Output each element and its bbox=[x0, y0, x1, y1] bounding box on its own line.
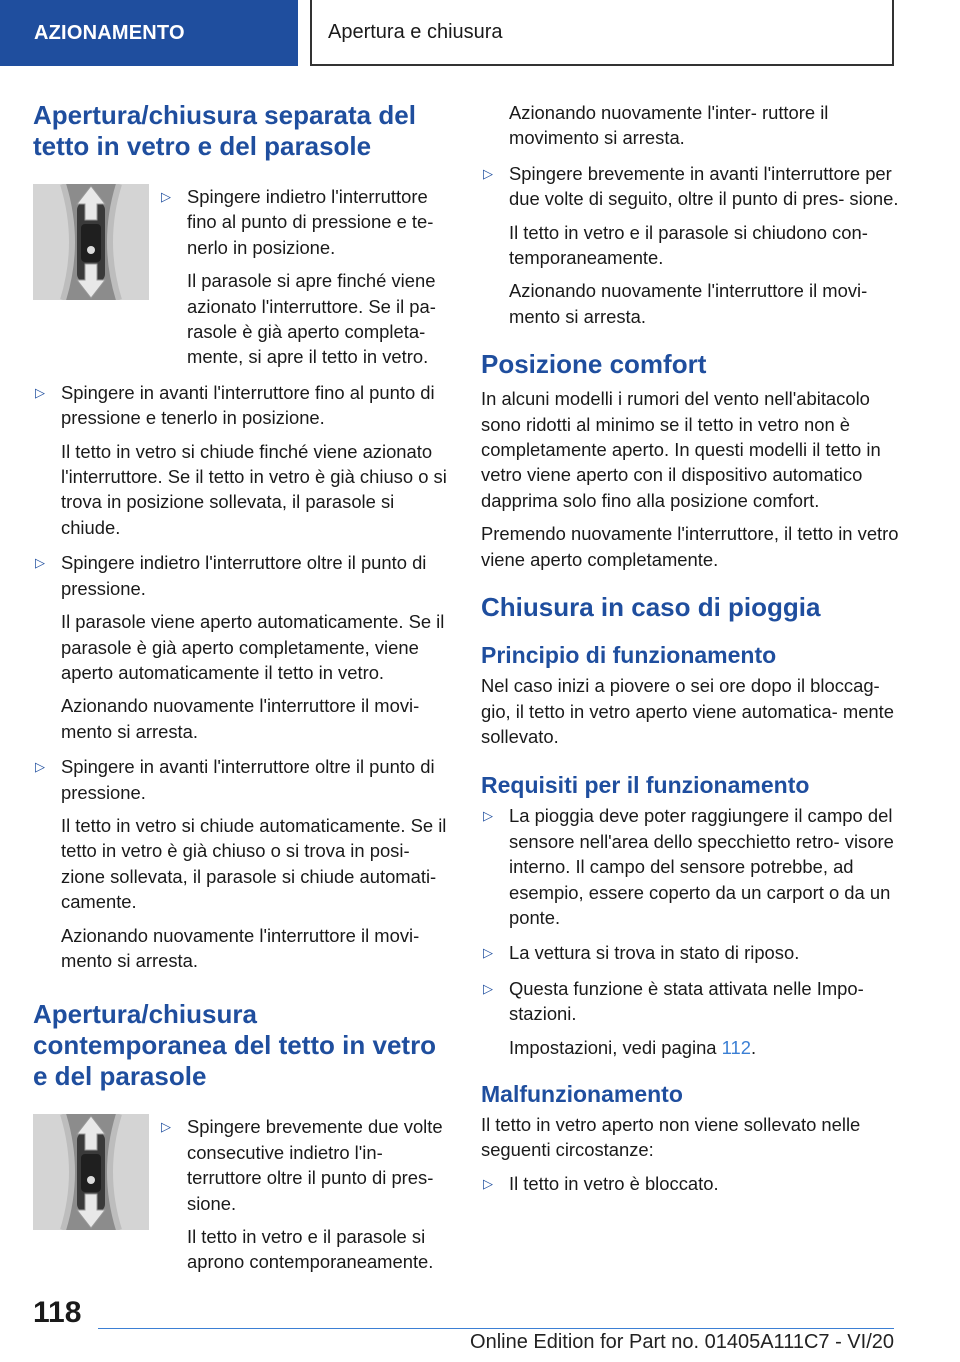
header-chapter-tab bbox=[310, 0, 894, 66]
triangle-bullet-icon: ▷ bbox=[483, 1175, 493, 1191]
page-number: 118 bbox=[33, 1296, 82, 1329]
section-title-comfort: Posizione comfort bbox=[481, 349, 707, 380]
paragraph: Nel caso inizi a piovere o sei ore dopo il bloccag‐ gio, il tetto in vetro aperto viene automatica‐ mente sollevato. bbox=[481, 675, 894, 747]
section-title-simultaneous: Apertura/chiusura contemporanea del tetto in vetro e del parasole bbox=[33, 999, 437, 1092]
list-item-detail: Il tetto in vetro e il parasole si chiudono con‐ temporaneamente. bbox=[509, 221, 868, 269]
list-item: ▷ Il tetto in vetro è bloccato. bbox=[481, 1171, 901, 1196]
list-item: ▷ Spingere brevemente in avanti l'interruttore per due volte di seguito, oltre il punto di pres‐ sione. bbox=[483, 162, 899, 210]
page-link[interactable]: 112 bbox=[721, 1036, 751, 1058]
triangle-bullet-icon: ▷ bbox=[483, 980, 493, 996]
triangle-bullet-icon: ▷ bbox=[483, 808, 493, 824]
list-item-detail: Azionando nuovamente l'interruttore il movi‐ mento si arresta. bbox=[61, 695, 420, 742]
subsection-title-malfunction: Malfunzionamento bbox=[481, 1080, 683, 1107]
switch-illustration bbox=[33, 184, 149, 300]
list-item: ▷ Spingere in avanti l'interruttore oltre il punto di pressione. bbox=[35, 756, 435, 803]
triangle-bullet-icon: ▷ bbox=[161, 189, 171, 204]
triangle-bullet-icon: ▷ bbox=[35, 555, 45, 571]
page-reference: Impostazioni, vedi pagina 112. bbox=[509, 1036, 757, 1058]
footer-edition: Online Edition for Part no. 01405A111C7 - VI/20 bbox=[470, 1331, 894, 1353]
list-item-detail: Il parasole viene aperto automaticamente. Se il parasole è già aperto completamente, viene aperto automaticamente il tetto in vetro. bbox=[61, 611, 445, 683]
list-item-detail: Azionando nuovamente l'inter‐ ruttore il movimento si arresta. bbox=[509, 102, 829, 149]
list-item-detail: Il tetto in vetro e il parasole si aprono contemporaneamente. bbox=[187, 1226, 434, 1273]
triangle-bullet-icon: ▷ bbox=[35, 384, 45, 400]
list-item-detail: Azionando nuovamente l'interruttore il movi‐ mento si arresta. bbox=[509, 280, 868, 327]
figure-row-simultaneous bbox=[33, 1114, 450, 1274]
switch-illustration bbox=[33, 1114, 149, 1230]
section-title-rain: Chiusura in caso di pioggia bbox=[481, 592, 821, 623]
paragraph: Premendo nuovamente l'interruttore, il tetto in vetro viene aperto completamente. bbox=[481, 523, 899, 570]
header-section-tab bbox=[0, 0, 298, 66]
subsection-title-principle: Principio di funzionamento bbox=[481, 642, 777, 669]
list-item: ▷ Questa funzione è stata attivata nelle Impo‐ stazioni. bbox=[483, 977, 864, 1025]
triangle-bullet-icon: ▷ bbox=[483, 945, 493, 961]
triangle-bullet-icon: ▷ bbox=[35, 759, 45, 775]
header-section-label: AZIONAMENTO bbox=[34, 21, 185, 44]
list-item: ▷ Spingere brevemente due volte consecutive indietro l'in‐ terruttore oltre il punto di pres‐ sione. bbox=[161, 1116, 443, 1214]
list-item: ▷ Spingere in avanti l'interruttore fino al punto di pressione e tenerlo in posizione. bbox=[35, 381, 435, 429]
footer-divider bbox=[98, 1328, 894, 1329]
list-item-detail: Azionando nuovamente l'interruttore il movi‐ mento si arresta. bbox=[61, 924, 420, 971]
header-chapter-label: Apertura e chiusura bbox=[328, 20, 503, 43]
triangle-bullet-icon: ▷ bbox=[161, 1119, 171, 1135]
paragraph: Il tetto in vetro aperto non viene sollevato nelle seguenti circostanze: bbox=[481, 1113, 861, 1161]
list-item-detail: Il tetto in vetro si chiude finché viene azionato l'interruttore. Se il tetto in vetro è già chiuso o si trova in posizione sollevata, il parasole si chiude. bbox=[61, 440, 447, 538]
left-column bbox=[33, 100, 450, 1275]
paragraph: In alcuni modelli i rumori del vento nell'abitacolo sono ridotti al minimo se il tetto in vetro non è completamente aperto. In questi modelli il tetto in vetro viene aperto con il dispositivo automatico dapprima solo fino alla posizione comfort. bbox=[481, 388, 881, 511]
triangle-bullet-icon: ▷ bbox=[483, 165, 493, 181]
subsection-title-requirements: Requisiti per il funzionamento bbox=[481, 772, 810, 799]
list-item-detail: Il parasole si apre finché viene azionato l'interruttore. Se il pa‐ rasole è già aperto completa‐ mente, si apre il tetto in vetro. bbox=[187, 270, 436, 368]
right-column bbox=[481, 100, 901, 1196]
list-item: ▷ Spingere indietro l'interruttore oltre il punto di pressione. bbox=[35, 552, 427, 599]
section-title-separate: Apertura/chiusura separata del tetto in vetro e del parasole bbox=[33, 100, 416, 161]
list-item: ▷ Spingere indietro l'interruttore fino al punto di pressione e te‐ nerlo in posizione. bbox=[161, 186, 434, 258]
list-item: ▷ La vettura si trova in stato di riposo. bbox=[481, 940, 901, 965]
figure-row-separate bbox=[33, 184, 450, 370]
list-item: ▷ La pioggia deve poter raggiungere il campo del sensore nell'area dello specchietto retro‐ visore interno. Il campo del sensore potrebbe, ad esempio, essere coperto da un carport o da un ponte. bbox=[483, 805, 894, 928]
list-item-detail: Il tetto in vetro si chiude automaticamente. Se il tetto in vetro è già chiuso o si trova in posi‐ zione sollevata, il parasole si chiude automati‐ camente. bbox=[61, 814, 447, 913]
